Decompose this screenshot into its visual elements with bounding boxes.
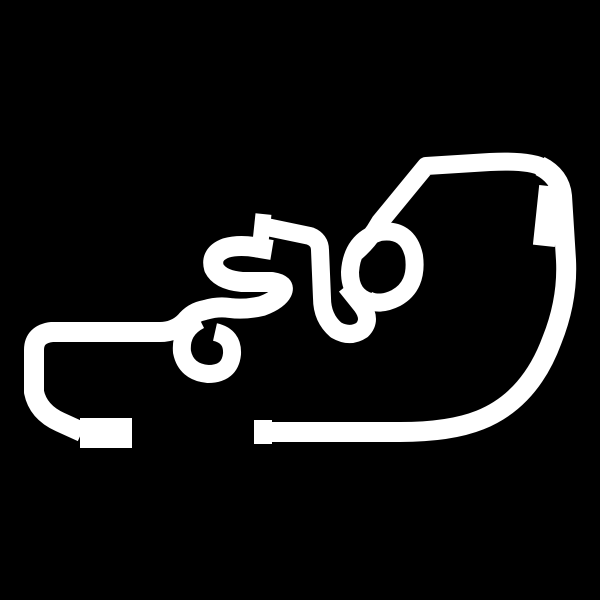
wedge-tip [253, 213, 272, 243]
start-block-left [80, 418, 132, 448]
start-block-right [254, 420, 272, 444]
